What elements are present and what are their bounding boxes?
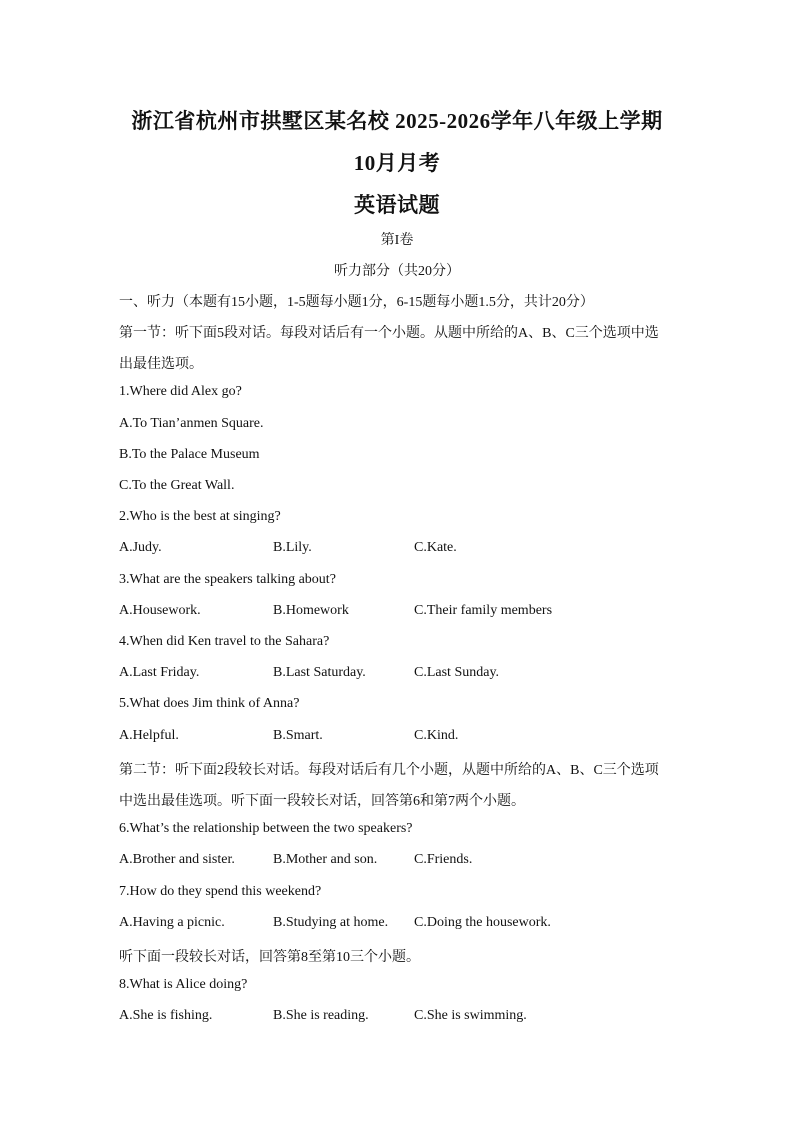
q4-option-a: A.Last Friday. — [119, 665, 200, 680]
part1-intro-line-1: 第一节：听下面5段对话。每段对话后有一个小题。从题中所给的A、B、C三个选项中选 — [119, 326, 659, 341]
q6-option-a: A.Brother and sister. — [119, 852, 235, 867]
q1-option-a: A.To Tian’anmen Square. — [119, 416, 264, 431]
question-1: 1.Where did Alex go? — [119, 384, 242, 399]
q3-options — [119, 603, 719, 623]
q6-option-b: B.Mother and son. — [273, 852, 378, 867]
q5-option-c: C.Kind. — [414, 728, 459, 743]
q1-option-c: C.To the Great Wall. — [119, 478, 235, 493]
question-5: 5.What does Jim think of Anna? — [119, 696, 300, 711]
volume-label: 第I卷 — [380, 233, 414, 248]
part2-intro-line-1: 第二节：听下面2段较长对话。每段对话后有几个小题，从题中所给的A、B、C三个选项 — [119, 763, 659, 778]
question-7: 7.How do they spend this weekend? — [119, 884, 322, 899]
q8-option-c: C.She is swimming. — [414, 1008, 527, 1023]
q3-option-a: A.Housework. — [119, 603, 201, 618]
q2-options — [119, 540, 719, 560]
section-heading: 一、听力（本题有15小题，1-5题每小题1分，6-15题每小题1.5分，共计20分） — [119, 295, 594, 310]
q5-options — [119, 728, 719, 748]
q5-option-b: B.Smart. — [273, 728, 323, 743]
q7-option-a: A.Having a picnic. — [119, 915, 225, 930]
title-line-2: 10月月考 — [353, 151, 441, 175]
q7-option-b: B.Studying at home. — [273, 915, 389, 930]
question-3: 3.What are the speakers talking about? — [119, 572, 336, 587]
question-6: 6.What’s the relationship between the two speakers? — [119, 821, 413, 836]
question-2: 2.Who is the best at singing? — [119, 509, 281, 524]
q8-option-a: A.She is fishing. — [119, 1008, 213, 1023]
q2-option-b: B.Lily. — [273, 540, 312, 555]
listening-part-label: 听力部分（共20分） — [334, 264, 460, 279]
question-8: 8.What is Alice doing? — [119, 977, 248, 992]
title-line-1: 浙江省杭州市拱墅区某名校 2025-2026学年八年级上学期 — [131, 109, 663, 133]
q4-options — [119, 665, 719, 685]
q4-option-c: C.Last Sunday. — [414, 665, 500, 680]
q8-options — [119, 1008, 719, 1028]
q1-option-b: B.To the Palace Museum — [119, 447, 260, 462]
q2-option-c: C.Kate. — [414, 540, 457, 555]
q4-option-b: B.Last Saturday. — [273, 665, 366, 680]
q2-option-a: A.Judy. — [119, 540, 162, 555]
q3-option-c: C.Their family members — [414, 603, 553, 618]
q7-options — [119, 915, 719, 935]
q3-option-b: B.Homework — [273, 603, 349, 618]
part2-intro-line-3: 听下面一段较长对话，回答第8至第10三个小题。 — [119, 950, 420, 965]
q8-option-b: B.She is reading. — [273, 1008, 369, 1023]
q6-options — [119, 852, 719, 872]
q5-option-a: A.Helpful. — [119, 728, 179, 743]
part1-intro-line-2: 出最佳选项。 — [119, 357, 203, 372]
question-4: 4.When did Ken travel to the Sahara? — [119, 634, 330, 649]
q7-option-c: C.Doing the housework. — [414, 915, 551, 930]
q6-option-c: C.Friends. — [414, 852, 473, 867]
title-line-3: 英语试题 — [354, 193, 440, 217]
part2-intro-line-2: 中选出最佳选项。听下面一段较长对话，回答第6和第7两个小题。 — [119, 794, 525, 809]
